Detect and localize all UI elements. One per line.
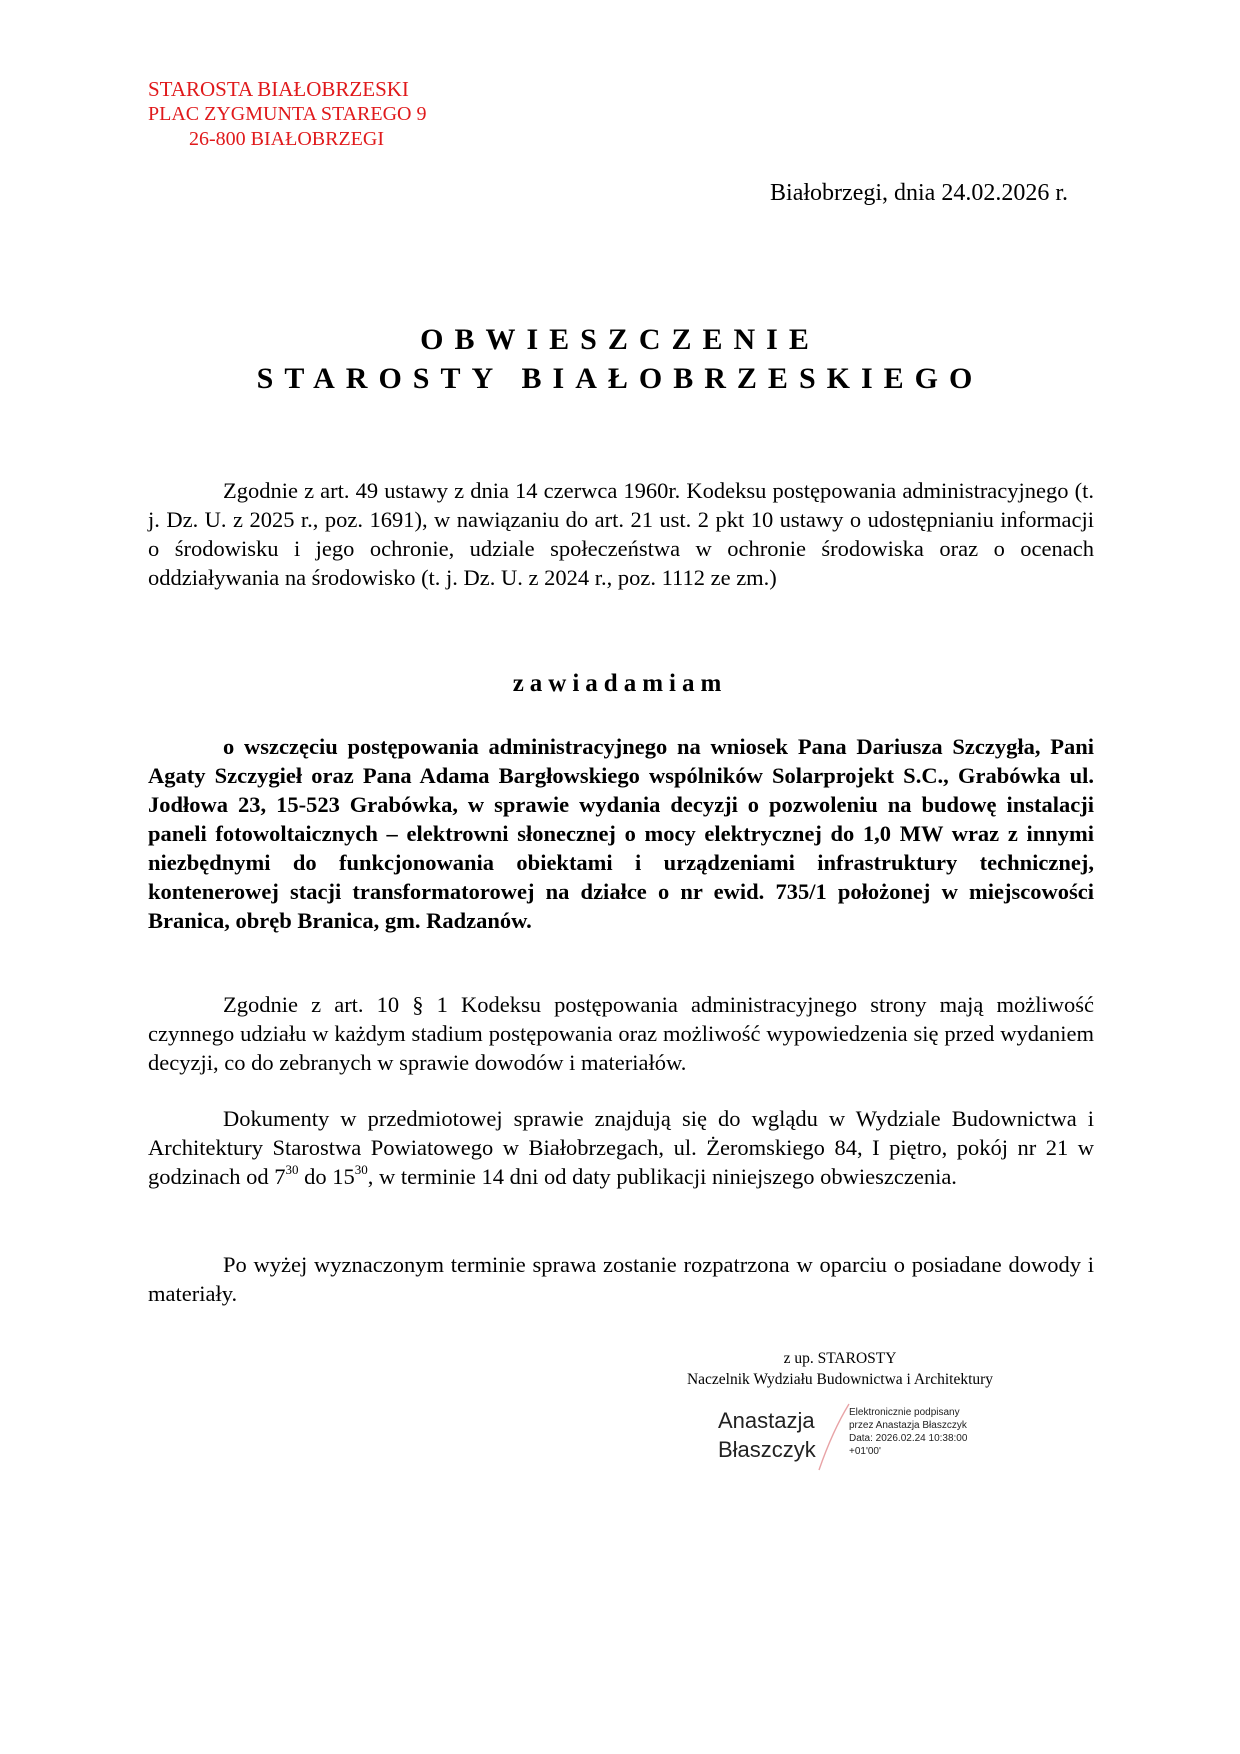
documents-text-part2: do 15 bbox=[298, 1164, 355, 1189]
letterhead-office: STAROSTA BIAŁOBRZESKI bbox=[148, 77, 409, 101]
signature-slash-icon bbox=[816, 1402, 852, 1472]
signature-info bbox=[849, 1406, 967, 1458]
signature-department: Naczelnik Wydziału Budownictwa i Architektury bbox=[686, 1371, 994, 1388]
signature-info-line2: przez Anastazja Błaszczyk bbox=[849, 1420, 967, 1431]
signature-info-line3: Data: 2026.02.24 10:38:00 bbox=[849, 1433, 968, 1444]
signature-info-line1: Elektronicznie podpisany bbox=[849, 1407, 960, 1418]
announcement-heading: zawiadamiam bbox=[512, 670, 728, 697]
time-to-minutes: 30 bbox=[354, 1161, 368, 1177]
documents-paragraph bbox=[148, 1104, 1094, 1191]
signature-role: z up. STAROSTY bbox=[783, 1350, 897, 1367]
rights-paragraph: Zgodnie z art. 10 § 1 Kodeksu postępowania administracyjnego strony mają możliwość czynnego udziału w każdym stadium postępowania oraz możliwość wypowiedzenia się przed wydaniem decyzji, co do zebranych w sprawie dowodów i materiałów. bbox=[148, 992, 1094, 1075]
document-subtitle: STAROSTY BIAŁOBRZESKIEGO bbox=[256, 362, 984, 395]
letterhead-street: PLAC ZYGMUNTA STAREGO 9 bbox=[148, 103, 427, 126]
signature-info-line4: +01'00' bbox=[849, 1446, 881, 1457]
closing-paragraph: Po wyżej wyznaczonym terminie sprawa zostanie rozpatrzona w oparciu o posiadane dowody i materiały. bbox=[148, 1252, 1094, 1306]
signature-first-name: Anastazja bbox=[718, 1408, 815, 1433]
intro-paragraph: Zgodnie z art. 49 ustawy z dnia 14 czerwca 1960r. Kodeksu postępowania administracyjnego (t. j. Dz. U. z 2025 r., poz. 1691), w nawiązaniu do art. 21 ust. 2 pkt 10 ustawy o udostępnianiu informacji o środowisku i jego ochronie, udziale społeczeństwa w ochronie środowiska oraz o ocenach oddziaływania na środowisko (t. j. Dz. U. z 2024 r., poz. 1112 ze zm.) bbox=[148, 478, 1094, 590]
letterhead bbox=[148, 76, 426, 152]
signature-last-name: Błaszczyk bbox=[718, 1437, 816, 1462]
documents-text-part3: , w terminie 14 dni od daty publikacji niniejszego obwieszczenia. bbox=[367, 1164, 957, 1189]
document-date: Białobrzegi, dnia 24.02.2026 r. bbox=[770, 180, 1068, 206]
signature-name bbox=[718, 1406, 816, 1464]
document-title: OBWIESZCZENIE bbox=[420, 323, 820, 356]
documents-text-part1: Dokumenty w przedmiotowej sprawie znajdują się do wglądu w Wydziale Budownictwa i Architektury Starostwa Powiatowego w Białobrzegach, ul. Żeromskiego 84, I piętro, pokój nr 21 w godzinach od 7 bbox=[148, 1106, 1094, 1189]
letterhead-city: 26-800 BIAŁOBRZEGI bbox=[189, 128, 384, 151]
electronic-signature bbox=[718, 1402, 1018, 1472]
decision-paragraph: o wszczęciu postępowania administracyjnego na wniosek Pana Dariusza Szczygła, Pani Agaty Szczygieł oraz Pana Adama Bargłowskiego wspólników Solarprojekt S.C., Grabówka ul. Jodłowa 23, 15-523 Grabówka, w sprawie wydania decyzji o pozwoleniu na budowę instalacji paneli fotowoltaicznych – elektrowni słonecznej o mocy elektrycznej do 1,0 MW wraz z innymi niezbędnymi do funkcjonowania obiektami i urządzeniami infrastruktury technicznej, kontenerowej stacji transformatorowej na działce o nr ewid. 735/1 położonej w miejscowości Branica, obręb Branica, gm. Radzanów. bbox=[148, 734, 1094, 933]
time-from-minutes: 30 bbox=[285, 1161, 299, 1177]
